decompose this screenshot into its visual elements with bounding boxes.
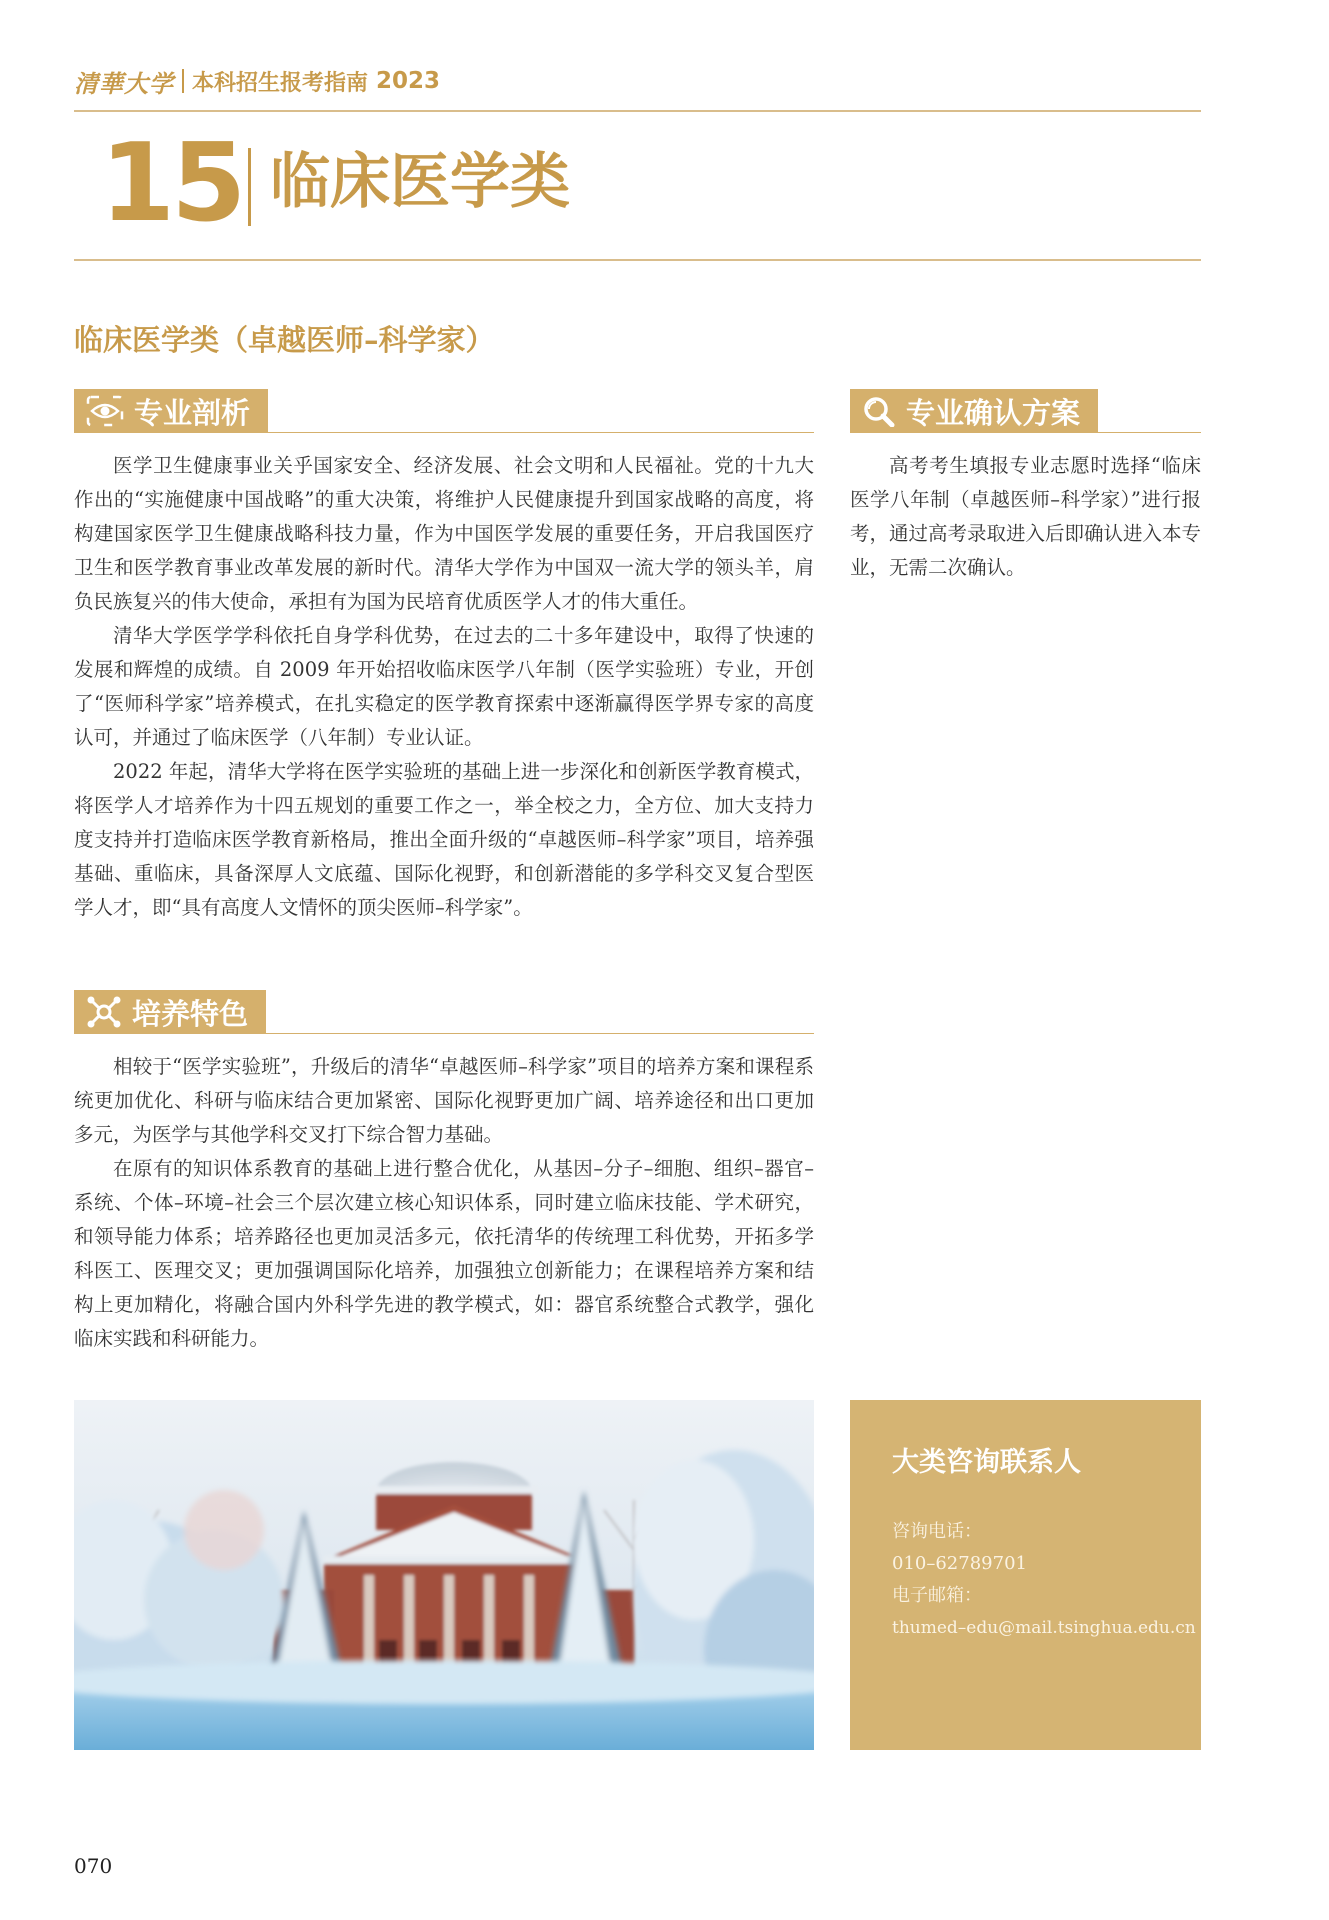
contact-title: 大类咨询联系人 xyxy=(892,1447,1081,1478)
section-tab xyxy=(74,389,268,433)
brand-divider xyxy=(182,69,184,93)
phone-number[interactable]: 010–62789701 xyxy=(892,1553,1027,1574)
guide-year: 2023 xyxy=(376,68,441,94)
page-number: 070 xyxy=(74,1854,113,1878)
chapter-title: 临床医学类 xyxy=(270,147,570,217)
email-label: 电子邮箱： xyxy=(892,1585,982,1606)
section-title: 专业确认方案 xyxy=(906,395,1081,430)
section-title: 培养特色 xyxy=(132,996,249,1031)
auditorium-snow-image xyxy=(74,1400,814,1750)
paragraph: 清华大学医学学科依托自身学科优势，在过去的二十多年建设中，取得了快速的发展和辉煌的成绩。自 2009 年开始招收临床医学八年制（医学实验班）专业，开创了“医师科学家”培养模式，在扎实稳定的医学教育探索中逐渐赢得医学界专家的高度认可，并通过了临床医学（八年制）专业认证。 xyxy=(74,624,814,749)
section-tab xyxy=(850,389,1098,433)
email-address[interactable]: thumed–edu@mail.tsinghua.edu.cn xyxy=(892,1618,1196,1638)
program-subtitle: 临床医学类（卓越医师–科学家） xyxy=(74,323,495,357)
section-rule xyxy=(1098,432,1201,433)
section-rule xyxy=(266,1033,814,1034)
network-icon xyxy=(86,996,122,1028)
section-rule xyxy=(268,432,814,433)
analysis-body xyxy=(74,449,814,925)
section-header-confirm xyxy=(850,389,1201,433)
phone-label: 咨询电话： xyxy=(892,1521,982,1542)
eye-icon xyxy=(86,395,124,427)
paragraph: 在原有的知识体系教育的基础上进行整合优化，从基因–分子–细胞、组织–器官–系统、个体–环境–社会三个层次建立核心知识体系，同时建立临床技能、学术研究，和领导能力体系；培养路径也更加灵活多元，依托清华的传统理工科优势，开拓多学科医工、医理交叉；更加强调国际化培养，加强独立创新能力；在课程培养方案和结构上更加精化，将融合国内外科学先进的教学模式，如：器官系统整合式教学，强化临床实践和科研能力。 xyxy=(74,1157,814,1350)
training-body xyxy=(74,1050,814,1356)
contact-box xyxy=(850,1400,1201,1750)
university-logo-text: 清華大学 xyxy=(74,68,174,98)
confirm-body xyxy=(850,449,1201,585)
magnifier-icon xyxy=(862,395,896,427)
chapter-number: 15 xyxy=(100,121,243,246)
campus-photo xyxy=(74,1400,814,1750)
header-rule xyxy=(74,110,1201,112)
paragraph: 2022 年起，清华大学将在医学实验班的基础上进一步深化和创新医学教育模式，将医学人才培养作为十四五规划的重要工作之一，举全校之力，全方位、加大支持力度支持并打造临床医学教育新格局，推出全面升级的“卓越医师–科学家”项目，培养强基础、重临床，具备深厚人文底蕴、国际化视野，和创新潜能的多学科交叉复合型医学人才，即“具有高度人文情怀的顶尖医师–科学家”。 xyxy=(74,760,814,919)
guide-title: 本科招生报考指南 xyxy=(192,70,369,96)
section-header-analysis xyxy=(74,389,814,433)
section-title: 专业剖析 xyxy=(134,395,251,430)
paragraph: 高考考生填报专业志愿时选择“临床医学八年制（卓越医师–科学家）”进行报考，通过高考录取进入后即确认进入本专业，无需二次确认。 xyxy=(850,454,1202,579)
chapter-rule xyxy=(74,259,1201,261)
section-tab xyxy=(74,990,266,1034)
paragraph: 相较于“医学实验班”，升级后的清华“卓越医师–科学家”项目的培养方案和课程系统更加优化、科研与临床结合更加紧密、国际化视野更加广阔、培养途径和出口更加多元，为医学与其他学科交叉打下综合智力基础。 xyxy=(74,1055,814,1146)
paragraph: 医学卫生健康事业关乎国家安全、经济发展、社会文明和人民福祉。党的十九大作出的“实施健康中国战略”的重大决策，将维护人民健康提升到国家战略的高度，将构建国家医学卫生健康战略科技力量，作为中国医学发展的重要任务，开启我国医疗卫生和医学教育事业改革发展的新时代。清华大学作为中国双一流大学的领头羊，肩负民族复兴的伟大使命，承担有为国为民培育优质医学人才的伟大重任。 xyxy=(74,454,814,613)
chapter-divider xyxy=(248,148,251,226)
section-header-training xyxy=(74,990,814,1034)
brand-header xyxy=(74,64,440,98)
